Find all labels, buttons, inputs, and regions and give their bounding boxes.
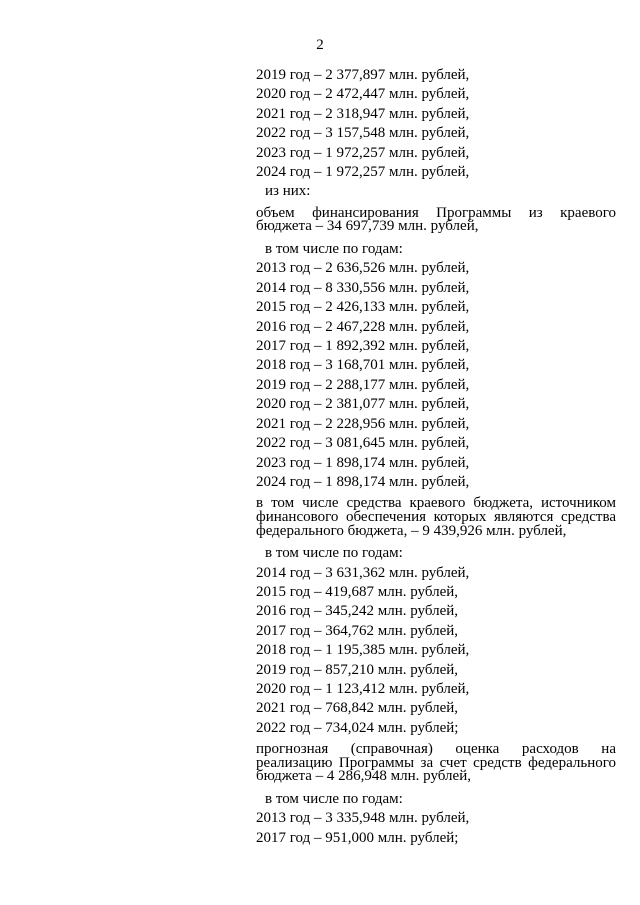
year-line: 2018 год – 1 195,385 млн. рублей, <box>256 642 470 659</box>
year-line: 2022 год – 734,024 млн. рублей; <box>256 719 459 736</box>
year-line: 2024 год – 1 898,174 млн. рублей, <box>256 473 470 490</box>
year-line: 2019 год – 857,210 млн. рублей, <box>256 661 459 678</box>
year-line: 2017 год – 951,000 млн. рублей; <box>256 829 459 846</box>
year-line: 2024 год – 1 972,257 млн. рублей, <box>256 164 470 181</box>
subheading-by-years: в том числе по годам: <box>265 545 403 562</box>
year-line: 2020 год – 2 472,447 млн. рублей, <box>256 86 470 103</box>
year-line: 2013 год – 3 335,948 млн. рублей, <box>256 810 470 827</box>
paragraph-federal-source: в том числе средства краевого бюджета, источником финансового обеспечения которых являются средства федерального бюджета, – 9 439,926 млн. рублей, <box>256 495 616 539</box>
funding-list-federal-source <box>256 564 616 739</box>
year-line: 2016 год – 345,242 млн. рублей, <box>256 603 459 620</box>
paragraph-regional-budget: объем финансирования Программы из краевого бюджета – 34 697,739 млн. рублей, <box>256 204 616 235</box>
year-line: 2018 год – 3 168,701 млн. рублей, <box>256 357 470 374</box>
year-line: 2023 год – 1 972,257 млн. рублей, <box>256 144 470 161</box>
year-line: 2015 год – 2 426,133 млн. рублей, <box>256 299 470 316</box>
year-line: 2022 год – 3 081,645 млн. рублей, <box>256 435 470 452</box>
year-line: 2017 год – 364,762 млн. рублей, <box>256 622 459 639</box>
paragraph-federal-forecast: прогнозная (справочная) оценка расходов на реализацию Программы за счет средств федерального бюджета – 4 286,948 млн. рублей, <box>256 741 616 785</box>
funding-list-federal <box>256 809 616 848</box>
subheading-by-years: в том числе по годам: <box>265 241 403 258</box>
year-line: 2021 год – 2 318,947 млн. рублей, <box>256 105 470 122</box>
page-number: 2 <box>316 37 324 53</box>
year-line: 2020 год – 1 123,412 млн. рублей, <box>256 680 470 697</box>
funding-list-regional <box>256 259 616 492</box>
year-line: 2023 год – 1 898,174 млн. рублей, <box>256 454 470 471</box>
subheading-iz-nih: из них: <box>265 183 311 200</box>
year-line: 2017 год – 1 892,392 млн. рублей, <box>256 338 470 355</box>
year-line: 2021 год – 2 228,956 млн. рублей, <box>256 415 470 432</box>
year-line: 2013 год – 2 636,526 млн. рублей, <box>256 260 470 277</box>
year-line: 2020 год – 2 381,077 млн. рублей, <box>256 396 470 413</box>
year-line: 2015 год – 419,687 млн. рублей, <box>256 583 459 600</box>
document-body <box>256 66 616 848</box>
year-line: 2021 год – 768,842 млн. рублей, <box>256 700 459 717</box>
year-line: 2014 год – 8 330,556 млн. рублей, <box>256 279 470 296</box>
year-line: 2014 год – 3 631,362 млн. рублей, <box>256 564 470 581</box>
year-line: 2022 год – 3 157,548 млн. рублей, <box>256 125 470 142</box>
year-line: 2019 год – 2 288,177 млн. рублей, <box>256 376 470 393</box>
year-line: 2019 год – 2 377,897 млн. рублей, <box>256 67 470 83</box>
funding-list-total <box>256 66 616 182</box>
subheading-by-years: в том числе по годам: <box>265 790 403 807</box>
year-line: 2016 год – 2 467,228 млн. рублей, <box>256 318 470 335</box>
